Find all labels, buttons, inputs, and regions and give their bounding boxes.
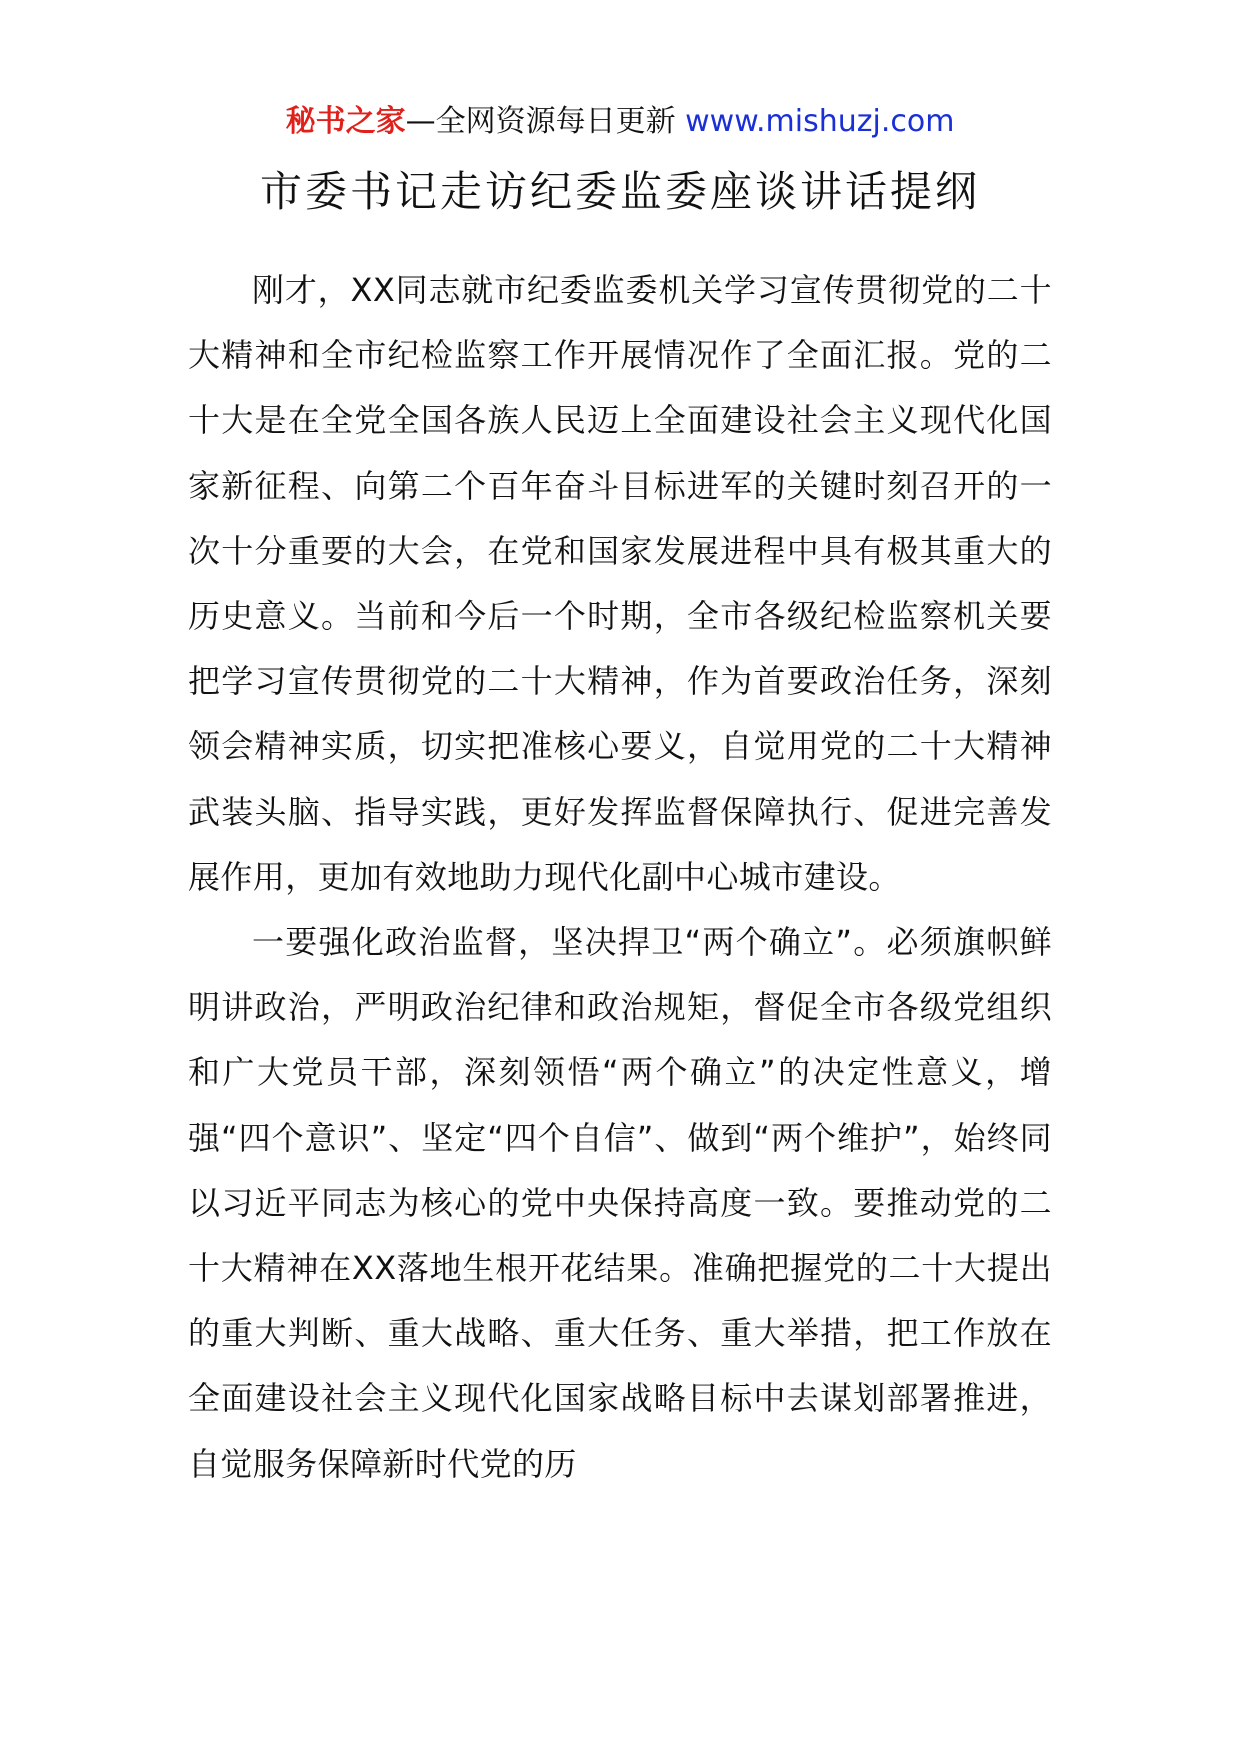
- body-paragraph-1: 刚才，XX同志就市纪委监委机关学习宣传贯彻党的二十大精神和全市纪检监察工作开展情况作了全面汇报。党的二十大是在全党全国各族人民迈上全面建设社会主义现代化国家新征程、向第二个百年奋斗目标进军的关键时刻召开的一次十分重要的大会，在党和国家发展进程中具有极其重大的历史意义。当前和今后一个时期，全市各级纪检监察机关要把学习宣传贯彻党的二十大精神，作为首要政治任务，深刻领会精神实质，切实把准核心要义，自觉用党的二十大精神武装头脑、指导实践，更好发挥监督保障执行、促进完善发展作用，更加有效地助力现代化副中心城市建设。: [188, 271, 1052, 896]
- brand-name: 秘书之家: [285, 104, 406, 139]
- banner-tagline: —全网资源每日更新: [405, 104, 676, 139]
- document-title: 市委书记走访纪委监委座谈讲话提纲: [259, 167, 980, 216]
- body-paragraph-2: 一要强化政治监督，坚决捍卫“两个确立”。必须旗帜鲜明讲政治，严明政治纪律和政治规矩，督促全市各级党组织和广大党员干部，深刻领悟“两个确立”的决定性意义，增强“四个意识”、坚定“四个自信”、做到“两个维护”，始终同以习近平同志为核心的党中央保持高度一致。要推动党的二十大精神在XX落地生根开花结果。准确把握党的二十大提出的重大判断、重大战略、重大任务、重大举措，把工作放在全面建设社会主义现代化国家战略目标中去谋划部署推进，自觉服务保障新时代党的历: [188, 923, 1052, 1483]
- document-body: [188, 258, 1052, 1497]
- site-banner: [0, 100, 1240, 144]
- site-url-link[interactable]: www.mishuzj.com: [685, 104, 955, 139]
